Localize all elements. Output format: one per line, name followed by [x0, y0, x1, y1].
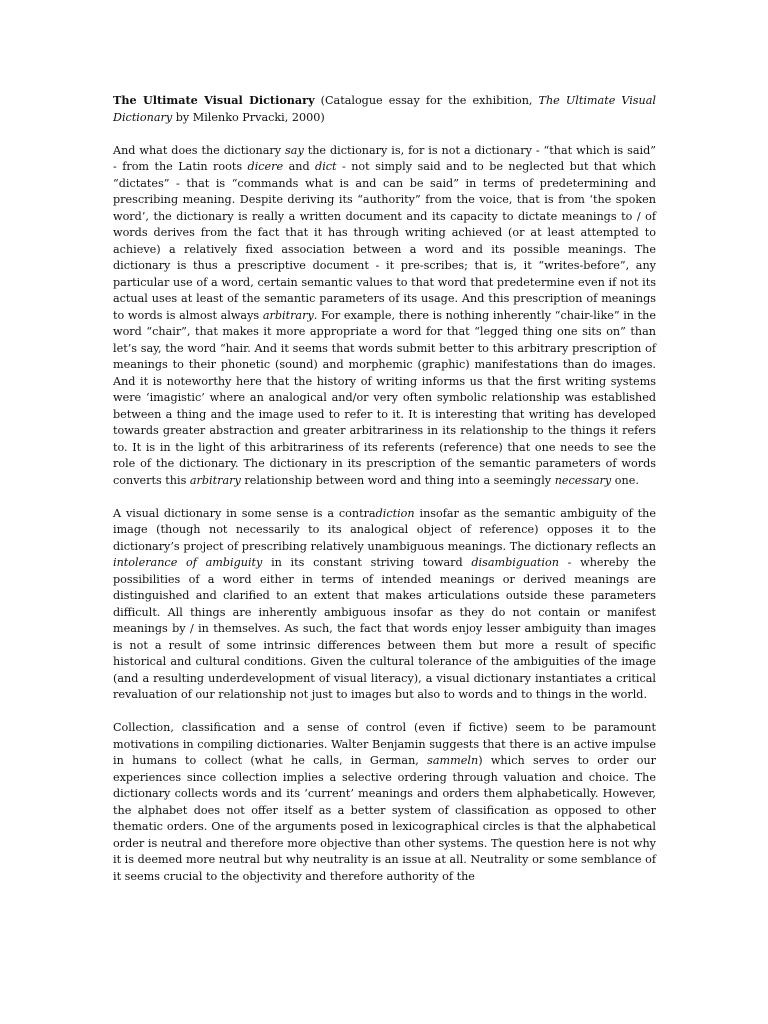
text-run: And what does the dictionary: [113, 143, 286, 157]
text-run: . For example, there is nothing inherently “chair-like” in the word “chair”, that makes it more appropriate a word for that “legged thing one sits on” than let’s say, the word “hair. And it seems that words submit better to this arbitrary prescription of meanings to their phonetic (sound) and morphemic (graphic) manifestations than do images. And it is noteworthy here that the history of writing informs us that the first writing systems were ‘imagistic’ where an analogical and/or very often symbolic relationship was established between a thing and the image used to refer to it. It is interesting that writing has developed towards greater abstraction and greater arbitrariness in its relationship to the things it refers to. It is in the light of this arbitrariness of its referents (reference) that one needs to see the role of the dictionary. The dictionary in its prescription of the semantic parameters of words converts this: [113, 308, 656, 487]
text-run: Collection, classification and a sense of control (even if fictive) seem to be paramount motivations in compiling dictionaries. Walter Benjamin suggests that there is an active impulse in humans to collect (what he calls, in German,: [113, 721, 656, 767]
document-page: [113, 92, 656, 902]
text-run: - whereby the possibilities of a word either in terms of intended meanings or derived meanings are distinguished and clarified to an extent that makes articulations outside these parameters difficult. All things are inherently ambiguous insofar as they do not contain or manifest meanings by / in themselves. As such, the fact that words enjoy lesser ambiguity than images is not a result of some intrinsic differences between them but more a result of specific historical and cultural conditions. Given the cultural tolerance of the ambiguities of the image (and a resulting underdevelopment of visual literacy), a visual dictionary instantiates a critical revaluation of our relationship not just to images but also to words and to things in the world.: [113, 556, 656, 701]
text-run: one.: [611, 473, 639, 487]
italic-run: dict: [315, 160, 337, 173]
paragraph: [113, 720, 656, 885]
italic-run: disambiguation: [471, 556, 559, 569]
title-main: The Ultimate Visual Dictionary: [113, 93, 315, 107]
text-run: A visual dictionary in some sense is a contra: [113, 506, 376, 520]
italic-run: dicere: [247, 160, 284, 173]
document-body: [113, 143, 656, 886]
italic-run: intolerance of ambiguity: [113, 556, 263, 569]
title-by: by Milenko Prvacki, 2000): [172, 110, 325, 124]
paragraph: [113, 506, 656, 704]
text-run: and: [283, 160, 316, 173]
text-run: insofar as the semantic ambiguity of the image (though not necessarily to its analogical object of reference) opposes it to the dictionary’s project of prescribing relatively unambiguous meanings. The dictionary reflects an: [113, 506, 656, 553]
title-paren-open: (Catalogue essay for the exhibition,: [314, 94, 539, 107]
italic-run: sammeln: [427, 754, 479, 767]
italic-run: say: [285, 143, 304, 157]
paragraph: [113, 143, 656, 490]
italic-run: necessary: [554, 473, 612, 487]
text-run: in its constant striving toward: [262, 556, 472, 569]
text-run: - not simply said and to be neglected but that which “dictates” - that is “commands what is and can be said” in terms of predetermining and prescribing meaning. Despite deriving its “authority” from the voice, that is from ‘the spoken word’, the dictionary is really a written document and its capacity to dictate meanings to / of words derives from the fact that it has through writing achieved (or at least attempted to achieve) a relatively fixed association between a word and its possible meanings. The dictionary is thus a prescriptive document - it pre-scribes; that is, it “writes-before”, any particular use of a word, certain semantic values to that word that predetermine even if not its actual uses at least of the semantic parameters of its usage. And this prescription of meanings to words is almost always: [113, 160, 656, 322]
text-run: the dictionary is, for is not a dictionary - “that which is said” - from the Latin roots: [113, 143, 656, 173]
text-run: relationship between word and thing into a seemingly: [240, 473, 555, 487]
document-title: [113, 92, 656, 126]
text-run: ) which serves to order our experiences since collection implies a selective ordering through valuation and choice. The dictionary collects words and its ‘current’ meanings and orders them alphabetically. However, the alphabet does not offer itself as a better system of classification as opposed to other thematic orders. One of the arguments posed in lexicographical circles is that the alphabetical order is neutral and therefore more objective than other systems. The question here is not why it is deemed more neutral but why neutrality is an issue at all. Neutrality or some semblance of it seems crucial to the objectivity and therefore authority of the: [113, 754, 656, 883]
italic-run: diction: [375, 506, 415, 520]
title-exhibition: The Ultimate Visual Dictionary: [113, 94, 657, 124]
italic-run: arbitrary: [262, 308, 314, 322]
italic-run: arbitrary: [189, 473, 241, 487]
